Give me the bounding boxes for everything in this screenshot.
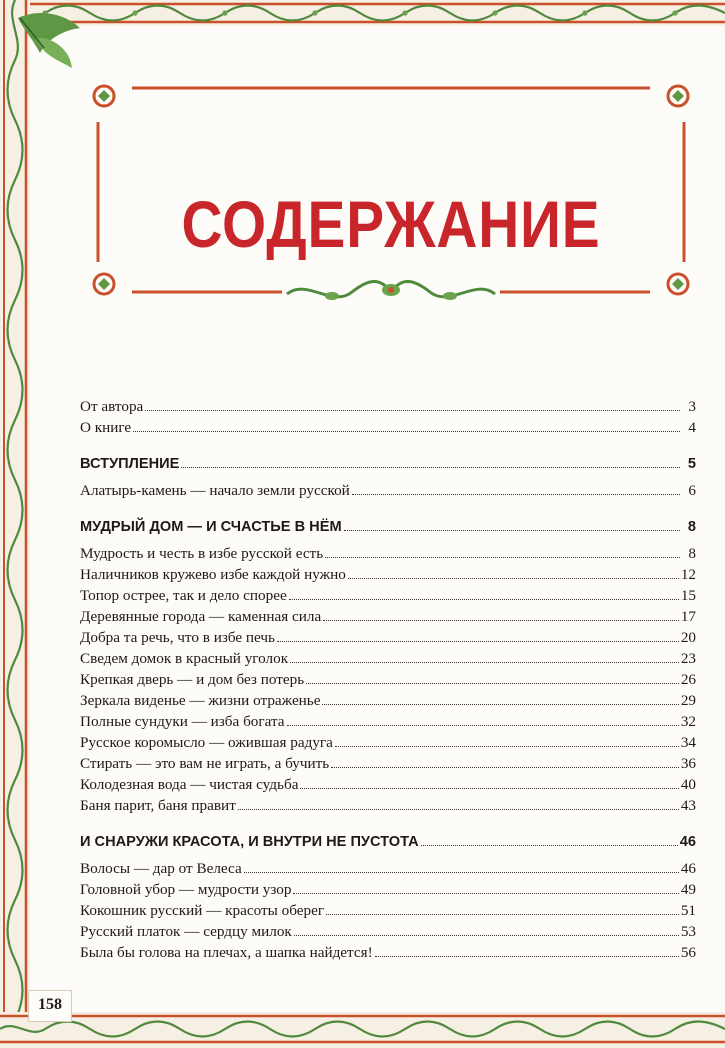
dot-leader [323, 619, 679, 621]
toc-entry-row [80, 900, 696, 921]
toc-label: Добра та речь, что в избе печь [80, 629, 275, 646]
left-ornament-border [0, 0, 30, 1048]
toc-section-row [80, 517, 696, 538]
dot-leader [293, 892, 678, 894]
table-of-contents [80, 396, 696, 963]
dot-leader [287, 724, 679, 726]
toc-label: Головной убор — мудрости узор [80, 881, 292, 898]
toc-label: ВСТУПЛЕНИЕ [80, 456, 180, 472]
dot-leader [375, 955, 679, 957]
toc-entry-row [80, 417, 696, 438]
dot-leader [290, 661, 679, 663]
dot-leader [277, 640, 679, 642]
dot-leader [344, 529, 680, 531]
toc-page-number: 46 [680, 860, 696, 877]
toc-label: Русское коромысло — ожившая радуга [80, 734, 333, 751]
toc-label: Стирать — это вам не играть, а бучить [80, 755, 330, 772]
toc-label: Топор острее, так и дело спорее [80, 587, 287, 604]
toc-entry-row [80, 858, 696, 879]
dot-leader [421, 844, 678, 846]
toc-label: МУДРЫЙ ДОМ — И СЧАСТЬЕ В НЁМ [80, 519, 342, 535]
toc-page-number: 53 [680, 923, 696, 940]
dot-leader [145, 409, 680, 411]
toc-page-number: 15 [680, 587, 696, 604]
corner-leaf-ornament [10, 8, 100, 78]
toc-entry-row [80, 480, 696, 501]
dot-leader [348, 577, 679, 579]
toc-label: Алатырь-камень — начало земли русской [80, 482, 350, 499]
toc-label: Мудрость и честь в избе русской есть [80, 545, 324, 562]
toc-page-number: 56 [680, 944, 696, 961]
page-title: СОДЕРЖАНИЕ [181, 187, 601, 261]
dot-leader [326, 913, 679, 915]
toc-entry-row [80, 396, 696, 417]
dot-leader [238, 808, 679, 810]
dot-leader [306, 682, 679, 684]
toc-section-row [80, 832, 696, 853]
dot-leader [322, 703, 678, 705]
toc-label: Сведем домок в красный уголок [80, 650, 289, 667]
toc-page-number: 26 [680, 671, 696, 688]
toc-page-number: 23 [680, 650, 696, 667]
toc-entry-row [80, 627, 696, 648]
toc-label: Русский платок — сердцу милок [80, 923, 292, 940]
toc-label: Крепкая дверь — и дом без потерь [80, 671, 305, 688]
toc-page-number: 40 [680, 776, 696, 793]
toc-page-number: 29 [680, 692, 696, 709]
toc-entry-row [80, 795, 696, 816]
bottom-ornament-border [0, 1012, 725, 1048]
top-ornament-border [0, 0, 725, 26]
title-panel [92, 82, 690, 308]
toc-entry-row [80, 879, 696, 900]
toc-label: Наличников кружево избе каждой нужно [80, 566, 346, 583]
toc-entry-row [80, 585, 696, 606]
toc-page-number: 8 [687, 519, 696, 535]
toc-page-number: 49 [680, 881, 696, 898]
dot-leader [300, 787, 678, 789]
dot-leader [331, 766, 679, 768]
toc-label: Колодезная вода — чистая судьба [80, 776, 299, 793]
toc-page-number: 4 [688, 419, 696, 436]
toc-entry-row [80, 732, 696, 753]
toc-entry-row [80, 690, 696, 711]
dot-leader [289, 598, 679, 600]
dot-leader [133, 430, 680, 432]
toc-page-number: 17 [680, 608, 696, 625]
toc-entry-row [80, 669, 696, 690]
toc-label: Деревянные города — каменная сила [80, 608, 322, 625]
page-number: 158 [38, 996, 62, 1013]
toc-label: Полные сундуки — изба богата [80, 713, 285, 730]
toc-label: Была бы голова на плечах, а шапка найдется! [80, 944, 373, 961]
toc-label: От автора [80, 398, 144, 415]
dot-leader [244, 871, 679, 873]
toc-entry-row [80, 606, 696, 627]
toc-entry-row [80, 543, 696, 564]
toc-label: Кокошник русский — красоты оберег [80, 902, 325, 919]
page-number-box [28, 990, 72, 1022]
dot-leader [181, 466, 680, 468]
toc-label: И СНАРУЖИ КРАСОТА, И ВНУТРИ НЕ ПУСТОТА [80, 834, 419, 850]
toc-entry-row [80, 648, 696, 669]
toc-entry-row [80, 774, 696, 795]
toc-entry-row [80, 921, 696, 942]
toc-entry-row [80, 711, 696, 732]
toc-page-number: 3 [688, 398, 696, 415]
toc-entry-row [80, 564, 696, 585]
toc-entry-row [80, 753, 696, 774]
toc-label: Зеркала виденье — жизни отраженье [80, 692, 321, 709]
toc-page-number: 46 [679, 834, 696, 850]
toc-page-number: 32 [680, 713, 696, 730]
toc-page-number: 12 [680, 566, 696, 583]
dot-leader [352, 493, 680, 495]
dot-leader [335, 745, 679, 747]
toc-entry-row [80, 942, 696, 963]
toc-page-number: 51 [680, 902, 696, 919]
toc-label: Волосы — дар от Велеса [80, 860, 242, 877]
toc-page-number: 34 [680, 734, 696, 751]
toc-label: О книге [80, 419, 132, 436]
toc-page-number: 43 [680, 797, 696, 814]
toc-page-number: 6 [688, 482, 696, 499]
toc-section-row [80, 454, 696, 475]
toc-page-number: 20 [680, 629, 696, 646]
toc-page-number: 5 [687, 456, 696, 472]
toc-page-number: 36 [680, 755, 696, 772]
toc-page-number: 8 [688, 545, 696, 562]
dot-leader [325, 556, 680, 558]
dot-leader [294, 934, 679, 936]
toc-label: Баня парит, баня правит [80, 797, 236, 814]
